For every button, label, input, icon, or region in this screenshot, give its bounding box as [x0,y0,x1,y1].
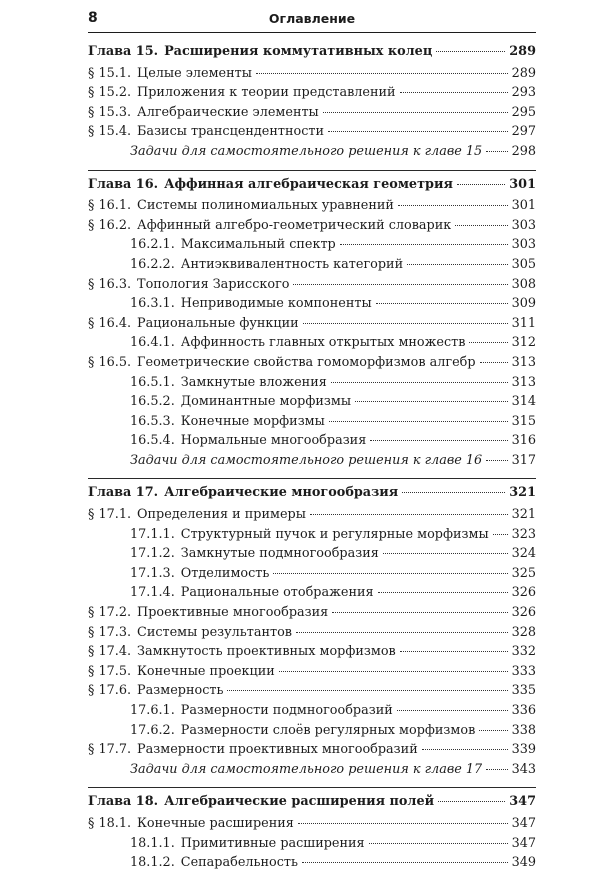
dot-leader [296,632,508,633]
entry-number: § 17.1. [88,507,132,523]
running-head [88,8,536,33]
entry-page: 333 [511,663,536,679]
entry-page: 298 [511,143,536,159]
dot-leader [332,612,507,613]
subsection-entry [88,566,536,586]
entry-number: 18.1.1. [130,835,175,851]
entry-page: 326 [511,585,536,601]
chapter-page: 289 [509,44,536,59]
entry-title: Замкнутые подмногообразия [180,546,379,562]
entry-page: 324 [511,546,536,562]
subsection-entry [88,546,536,566]
entry-title: Проективные многообразия [137,605,329,621]
entry-number: § 15.1. [88,65,132,81]
entry-title: Размерности проективных многообразий [137,742,418,758]
section-entry [88,316,536,336]
entry-page: 289 [511,65,536,81]
dot-leader [329,421,508,422]
chapter-number: Глава 17. [88,485,159,501]
entry-title: Неприводимые компоненты [180,296,372,312]
subsection-entry [88,375,536,395]
entry-number: § 16.1. [88,198,132,214]
chapter-number: Глава 18. [88,794,159,810]
entry-page: 328 [511,624,536,640]
entry-number: 16.5.1. [130,374,175,390]
dot-leader [480,362,508,363]
section-entry [88,625,536,645]
subsection-entry [88,296,536,316]
dot-leader [479,730,507,731]
entry-number: § 16.2. [88,217,132,233]
entry-page: 315 [511,413,536,429]
dot-leader [400,92,508,93]
entry-page: 309 [511,296,536,312]
entry-number: § 16.3. [88,276,132,292]
entry-page: 338 [511,722,536,738]
entry-title: Аффинный алгебро-геометрический словарик [137,217,452,233]
entry-page: 317 [511,452,536,468]
entry-page: 316 [511,433,536,449]
entry-page: 311 [511,315,536,331]
chapter-page: 321 [509,485,536,501]
entry-number: 16.5.4. [130,433,175,449]
subsection-entry [88,394,536,414]
dot-leader [323,112,508,113]
entry-page: 347 [511,815,536,831]
entry-title: Аффинность главных открытых множеств [180,335,466,351]
dot-leader [293,284,507,285]
dot-leader [486,151,507,152]
entry-page: 335 [511,683,536,699]
entry-title: Геометрические свойства гомоморфизмов алгебр [137,354,476,370]
entry-number: § 18.1. [88,815,132,831]
dot-leader [400,651,508,652]
entry-title: Топология Зарисского [137,276,290,292]
chapter-title: Алгебраические многообразия [164,485,399,501]
entry-title: Размерность [137,683,224,699]
section-entry [88,124,536,144]
entry-number: 16.2.1. [130,237,175,253]
entry-number: § 17.5. [88,663,132,679]
entry-title: Системы полиномиальных уравнений [137,198,394,214]
subsection-entry [88,703,536,723]
section-entry [88,507,536,527]
entry-title: Рациональные функции [137,315,299,331]
entry-title: Размерности подмногообразий [180,703,393,718]
entry-number: 17.6.2. [130,722,175,738]
dot-leader [493,534,508,535]
entry-page: 339 [511,742,536,758]
entry-page: 314 [511,394,536,410]
entry-page: 293 [511,85,536,101]
dot-leader [310,514,508,515]
entry-page: 336 [511,703,536,718]
entry-number: § 17.7. [88,742,132,758]
entry-title: Замкнутые вложения [180,374,327,390]
entry-title: Размерности слоёв регулярных морфизмов [180,722,476,738]
dot-leader [407,264,507,265]
entry-title: Замкнутость проективных морфизмов [137,644,396,660]
chapter-heading [88,44,536,64]
subsection-entry [88,257,536,277]
entry-page: 326 [511,605,536,621]
subsection-entry [88,723,536,743]
entry-number: 17.1.2. [130,546,175,562]
section-entry [88,66,536,86]
entry-title: Конечные морфизмы [180,413,325,429]
subsection-entry [88,433,536,453]
entry-title: Доминантные морфизмы [180,394,352,410]
entry-page: 303 [511,237,536,253]
entry-page: 343 [511,761,536,777]
entry-title: Конечные проекции [137,663,275,679]
entry-number: § 17.6. [88,683,132,699]
entry-title: Задачи для самостоятельного решения к главе 15 [130,143,483,159]
section-entry [88,218,536,238]
subsection-entry [88,585,536,605]
exercises-entry [88,144,536,164]
dot-leader [227,690,507,691]
entry-number: § 17.2. [88,605,132,621]
chapter-block [88,177,536,480]
entry-number: 17.1.4. [130,585,175,601]
entry-title: Максимальный спектр [180,237,336,253]
entry-page: 325 [511,565,536,581]
entry-number: § 17.3. [88,624,132,640]
entry-title: Определения и примеры [137,507,306,523]
section-entry [88,683,536,703]
dot-leader [369,843,508,844]
dot-leader [303,323,508,324]
entry-page: 303 [511,217,536,233]
entry-number: 16.5.2. [130,394,175,410]
entry-number: 16.2.2. [130,256,175,272]
dot-leader [340,244,508,245]
entry-page: 347 [511,835,536,851]
section-entry [88,742,536,762]
running-title: Оглавление [268,11,356,26]
exercises-entry [88,762,536,782]
entry-title: Приложения к теории представлений [137,85,396,101]
entry-title: Конечные расширения [137,815,294,831]
subsection-entry [88,855,536,875]
dot-leader [438,801,505,802]
dot-leader [328,131,508,132]
subsection-entry [88,836,536,856]
entry-number: 17.1.3. [130,565,175,581]
entry-title: Алгебраические элементы [137,104,319,120]
dot-leader [279,671,508,672]
section-entry [88,85,536,105]
dot-leader [486,460,507,461]
entry-page: 295 [511,104,536,120]
entry-title: Задачи для самостоятельного решения к главе 16 [130,452,483,468]
chapter-block [88,44,536,171]
chapter-page: 301 [509,176,536,192]
dot-leader [298,823,508,824]
dot-leader [397,710,508,711]
entry-title: Системы результантов [137,624,292,640]
section-entry [88,644,536,664]
dot-leader [331,382,508,383]
dot-leader [256,73,508,74]
entry-page: 313 [511,354,536,370]
entry-number: 16.5.3. [130,413,175,429]
entry-number: 18.1.2. [130,855,175,871]
entry-page: 312 [511,335,536,351]
dot-leader [370,440,507,441]
entry-title: Антиэквивалентность категорий [180,256,404,272]
entry-page: 313 [511,374,536,390]
chapter-heading [88,177,536,197]
entry-number: 16.4.1. [130,335,175,351]
entry-number: § 17.4. [88,644,132,660]
section-entry [88,355,536,375]
entry-title: Целые элементы [137,65,252,81]
entry-number: § 15.4. [88,124,132,140]
entry-page: 332 [511,644,536,660]
subsection-entry [88,335,536,355]
dot-leader [398,205,508,206]
section-entry [88,198,536,218]
chapter-block [88,794,536,880]
dot-leader [455,225,507,226]
entry-number: 17.6.1. [130,703,175,718]
table-of-contents [88,44,536,887]
chapter-page: 347 [509,794,536,810]
entry-title: Задачи для самостоятельного решения к главе 17 [130,761,483,777]
entry-title: Сепарабельность [180,855,298,871]
dot-leader [469,342,507,343]
subsection-entry [88,527,536,547]
dot-leader [402,492,505,493]
chapter-block [88,485,536,788]
chapter-heading [88,485,536,505]
chapter-title: Аффинная алгебраическая геометрия [164,176,453,192]
section-entry [88,605,536,625]
page-number: 8 [88,10,98,26]
dot-leader [457,184,505,185]
entry-page: 323 [511,526,536,542]
entry-number: § 16.5. [88,354,132,370]
exercises-entry [88,453,536,473]
entry-page: 301 [511,198,536,214]
chapter-number: Глава 15. [88,44,159,59]
dot-leader [378,592,508,593]
entry-title: Примитивные расширения [180,835,365,851]
entry-title: Нормальные многообразия [180,433,367,449]
section-entry [88,816,536,836]
chapter-title: Расширения коммутативных колец [164,44,433,59]
dot-leader [383,553,508,554]
entry-title: Базисы трансцендентности [137,124,324,140]
dot-leader [436,51,505,52]
dot-leader [273,573,507,574]
subsection-entry [88,414,536,434]
dot-leader [355,401,508,402]
entry-title: Структурный пучок и регулярные морфизмы [180,526,489,542]
entry-page: 308 [511,276,536,292]
entry-number: § 16.4. [88,315,132,331]
entry-page: 321 [511,507,536,523]
chapter-title: Алгебраические расширения полей [164,794,435,810]
entry-title: Рациональные отображения [180,585,374,601]
entry-title: Отделимость [180,565,270,581]
section-entry [88,664,536,684]
entry-number: § 15.3. [88,104,132,120]
entry-page: 297 [511,124,536,140]
section-entry [88,105,536,125]
entry-page: 305 [511,256,536,272]
subsection-entry [88,237,536,257]
entry-number: 16.3.1. [130,296,175,312]
dot-leader [302,862,508,863]
section-entry [88,277,536,297]
chapter-heading [88,794,536,814]
entry-number: § 15.2. [88,85,132,101]
dot-leader [486,769,507,770]
entry-number: 17.1.1. [130,526,175,542]
dot-leader [376,303,508,304]
chapter-number: Глава 16. [88,176,159,192]
entry-page: 349 [511,855,536,871]
